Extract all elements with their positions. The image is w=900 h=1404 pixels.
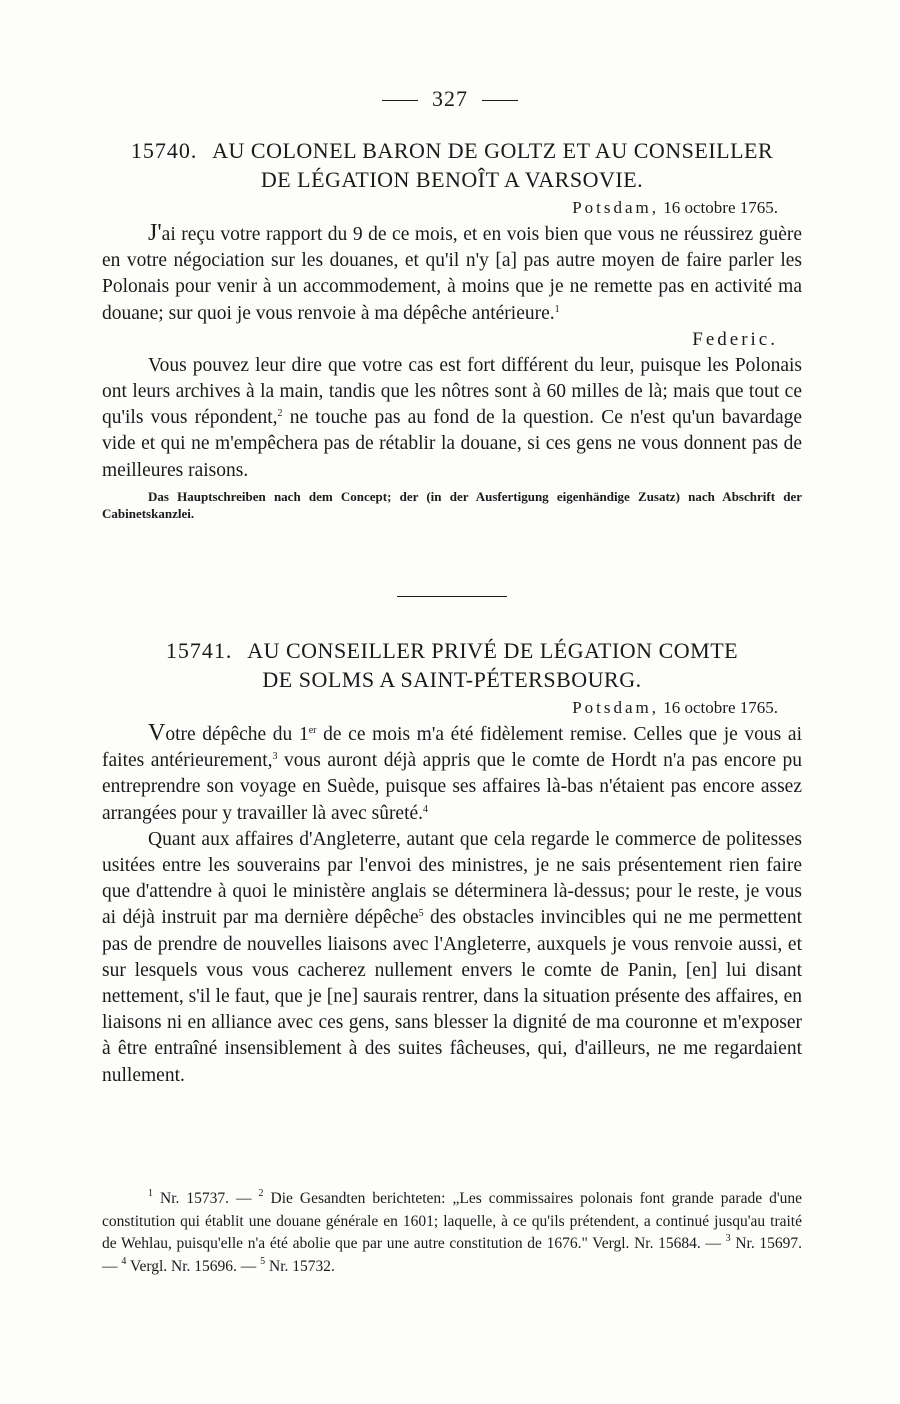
letter-heading: [102, 136, 802, 194]
letter-paragraph: [102, 720, 802, 827]
footnote-ref: 4: [423, 803, 429, 815]
page-number-rule-left: [382, 100, 418, 101]
section-divider: [397, 596, 507, 597]
footnote-text: Nr. 15737. —: [153, 1190, 259, 1207]
page-number-rule-right: [482, 100, 518, 101]
letter-number: 15740.: [130, 138, 198, 163]
heading-line-2: DE LÉGATION BENOÎT A VARSOVIE.: [260, 167, 644, 192]
footnote-text: Die Gesandten berichteten: „Les commissaires polonais font grande parade d'une constitution qui établit une douane générale en 1601; laquelle, à ce qu'ils prétendent, a continué jusqu'au traité de Wehlau, puisqu'elle n'a été abolie que par une autre constitution de 1676." Vergl. Nr. 15684. —: [102, 1190, 803, 1252]
paragraph-text: ne touche pas au fond de la question. Ce n'est qu'un bavardage vide et qui ne m'empêchera pas de rétablir la douane, si ces gens ne vous donnent pas de meilleures raisons.: [102, 407, 803, 481]
heading-line-1: AU CONSEILLER PRIVÉ DE LÉGATION COMTE: [247, 638, 739, 663]
footnote-ref: 2: [277, 408, 283, 420]
paragraph-text: Vous pouvez leur dire que votre cas est fort différent du leur, puisque les Polonais ont leurs archives à la main, tandis que les nôtres sont à 60 milles de là; mais que tout ce qu'ils vous répondent,: [102, 354, 802, 429]
footnote-mark: 1: [148, 1188, 153, 1199]
footnote-mark: 5: [260, 1255, 266, 1267]
footnote-ref: 5: [418, 908, 424, 920]
letter-paragraph: [102, 827, 802, 1089]
paragraph-text: Quant aux affaires d'Angleterre, autant que cela regarde le commerce de politesses usitées entre les souverains par l'envoi des ministres, je ne sais présentement rien faire que d'attendre à quoi le ministère anglais se déterminera là-dessus; pour le reste, je vous ai déjà instruit par ma dernière dépêche: [102, 828, 802, 929]
date-place: Potsdam,: [572, 698, 660, 717]
footnote-mark: 2: [258, 1188, 264, 1199]
footnote-mark: 3: [725, 1233, 731, 1244]
footnote-ref: 1: [554, 303, 560, 315]
paragraph-text: J'ai reçu votre rapport du 9 de ce mois, et en vois bien que vous ne réussirez guère en votre négociation sur les douanes, et qu'il n'y [a] pas autre moyen de faire parler les Polonais pour venir à un accommodement, à moins que je ne remette pas en activité ma douane; sur quoi je vous renvoie à ma dépêche antérieure.: [102, 220, 802, 324]
date-value: 16 octobre 1765.: [663, 198, 778, 217]
letter-15741: [102, 636, 802, 1089]
heading-line-1: AU COLONEL BARON DE GOLTZ ET AU CONSEILLER: [212, 138, 774, 163]
letter-date: [102, 696, 802, 720]
signature: Federic.: [692, 328, 778, 350]
superscript: er: [308, 725, 317, 736]
letter-paragraph: [102, 353, 802, 484]
paragraph-text: de ce mois m'a été fidèlement remise. Celles que je vous ai faites antérieurement,: [102, 724, 802, 772]
footnotes: [102, 1188, 802, 1278]
footnote-text: Vergl. Nr. 15696. —: [126, 1257, 261, 1275]
footnote-mark: 4: [121, 1255, 127, 1267]
footnote-text: Nr. 15697. —: [102, 1235, 803, 1275]
paragraph-text: Votre dépêche du 1: [148, 720, 309, 746]
page-number-text: 327: [432, 86, 468, 111]
source-note: Das Hauptschreiben nach dem Concept; der (in der Ausfertigung eigenhändige Zusatz) nach Abschrift der Cabinetskanzlei.: [102, 488, 802, 521]
letter-number: 15741.: [165, 638, 233, 663]
paragraph-text: des obstacles invincibles qui ne me permettent pas de prendre de nouvelles liaisons avec l'Angleterre, auxquels je vous renvoie aussi, et sur lesquels vous vous cacherez nullement envers le comte de Panin, [en] lui disant nettement, s'il le faut, que je [ne] saurais rentrer, dans la situation présente des affaires, en liaisons ni en alliance avec ces gens, sans blesser la dignité de ma couronne et m'exposer à être entraîné insensiblement à des suites fâcheuses, qui, d'ailleurs, ne me regardaient nullement.: [102, 907, 802, 1086]
date-place: Potsdam,: [572, 198, 660, 217]
footnote-text: Nr. 15732.: [265, 1257, 335, 1275]
heading-line-2: DE SOLMS A SAINT-PÉTERSBOURG.: [262, 667, 642, 692]
footnote-ref: 3: [272, 751, 278, 763]
letter-heading: [102, 636, 802, 694]
letter-date: [102, 196, 802, 220]
paragraph-text: vous auront déjà appris que le comte de Hordt n'a pas encore pu entreprendre son voyage en Suède, puisque ses affaires là-bas n'étaient pas encore assez arrangées pour y travailler là avec sûreté.: [102, 750, 802, 824]
page-number: [0, 86, 900, 112]
date-value: 16 octobre 1765.: [663, 698, 778, 717]
letter-paragraph: [102, 220, 802, 327]
letter-15740: [102, 136, 802, 522]
